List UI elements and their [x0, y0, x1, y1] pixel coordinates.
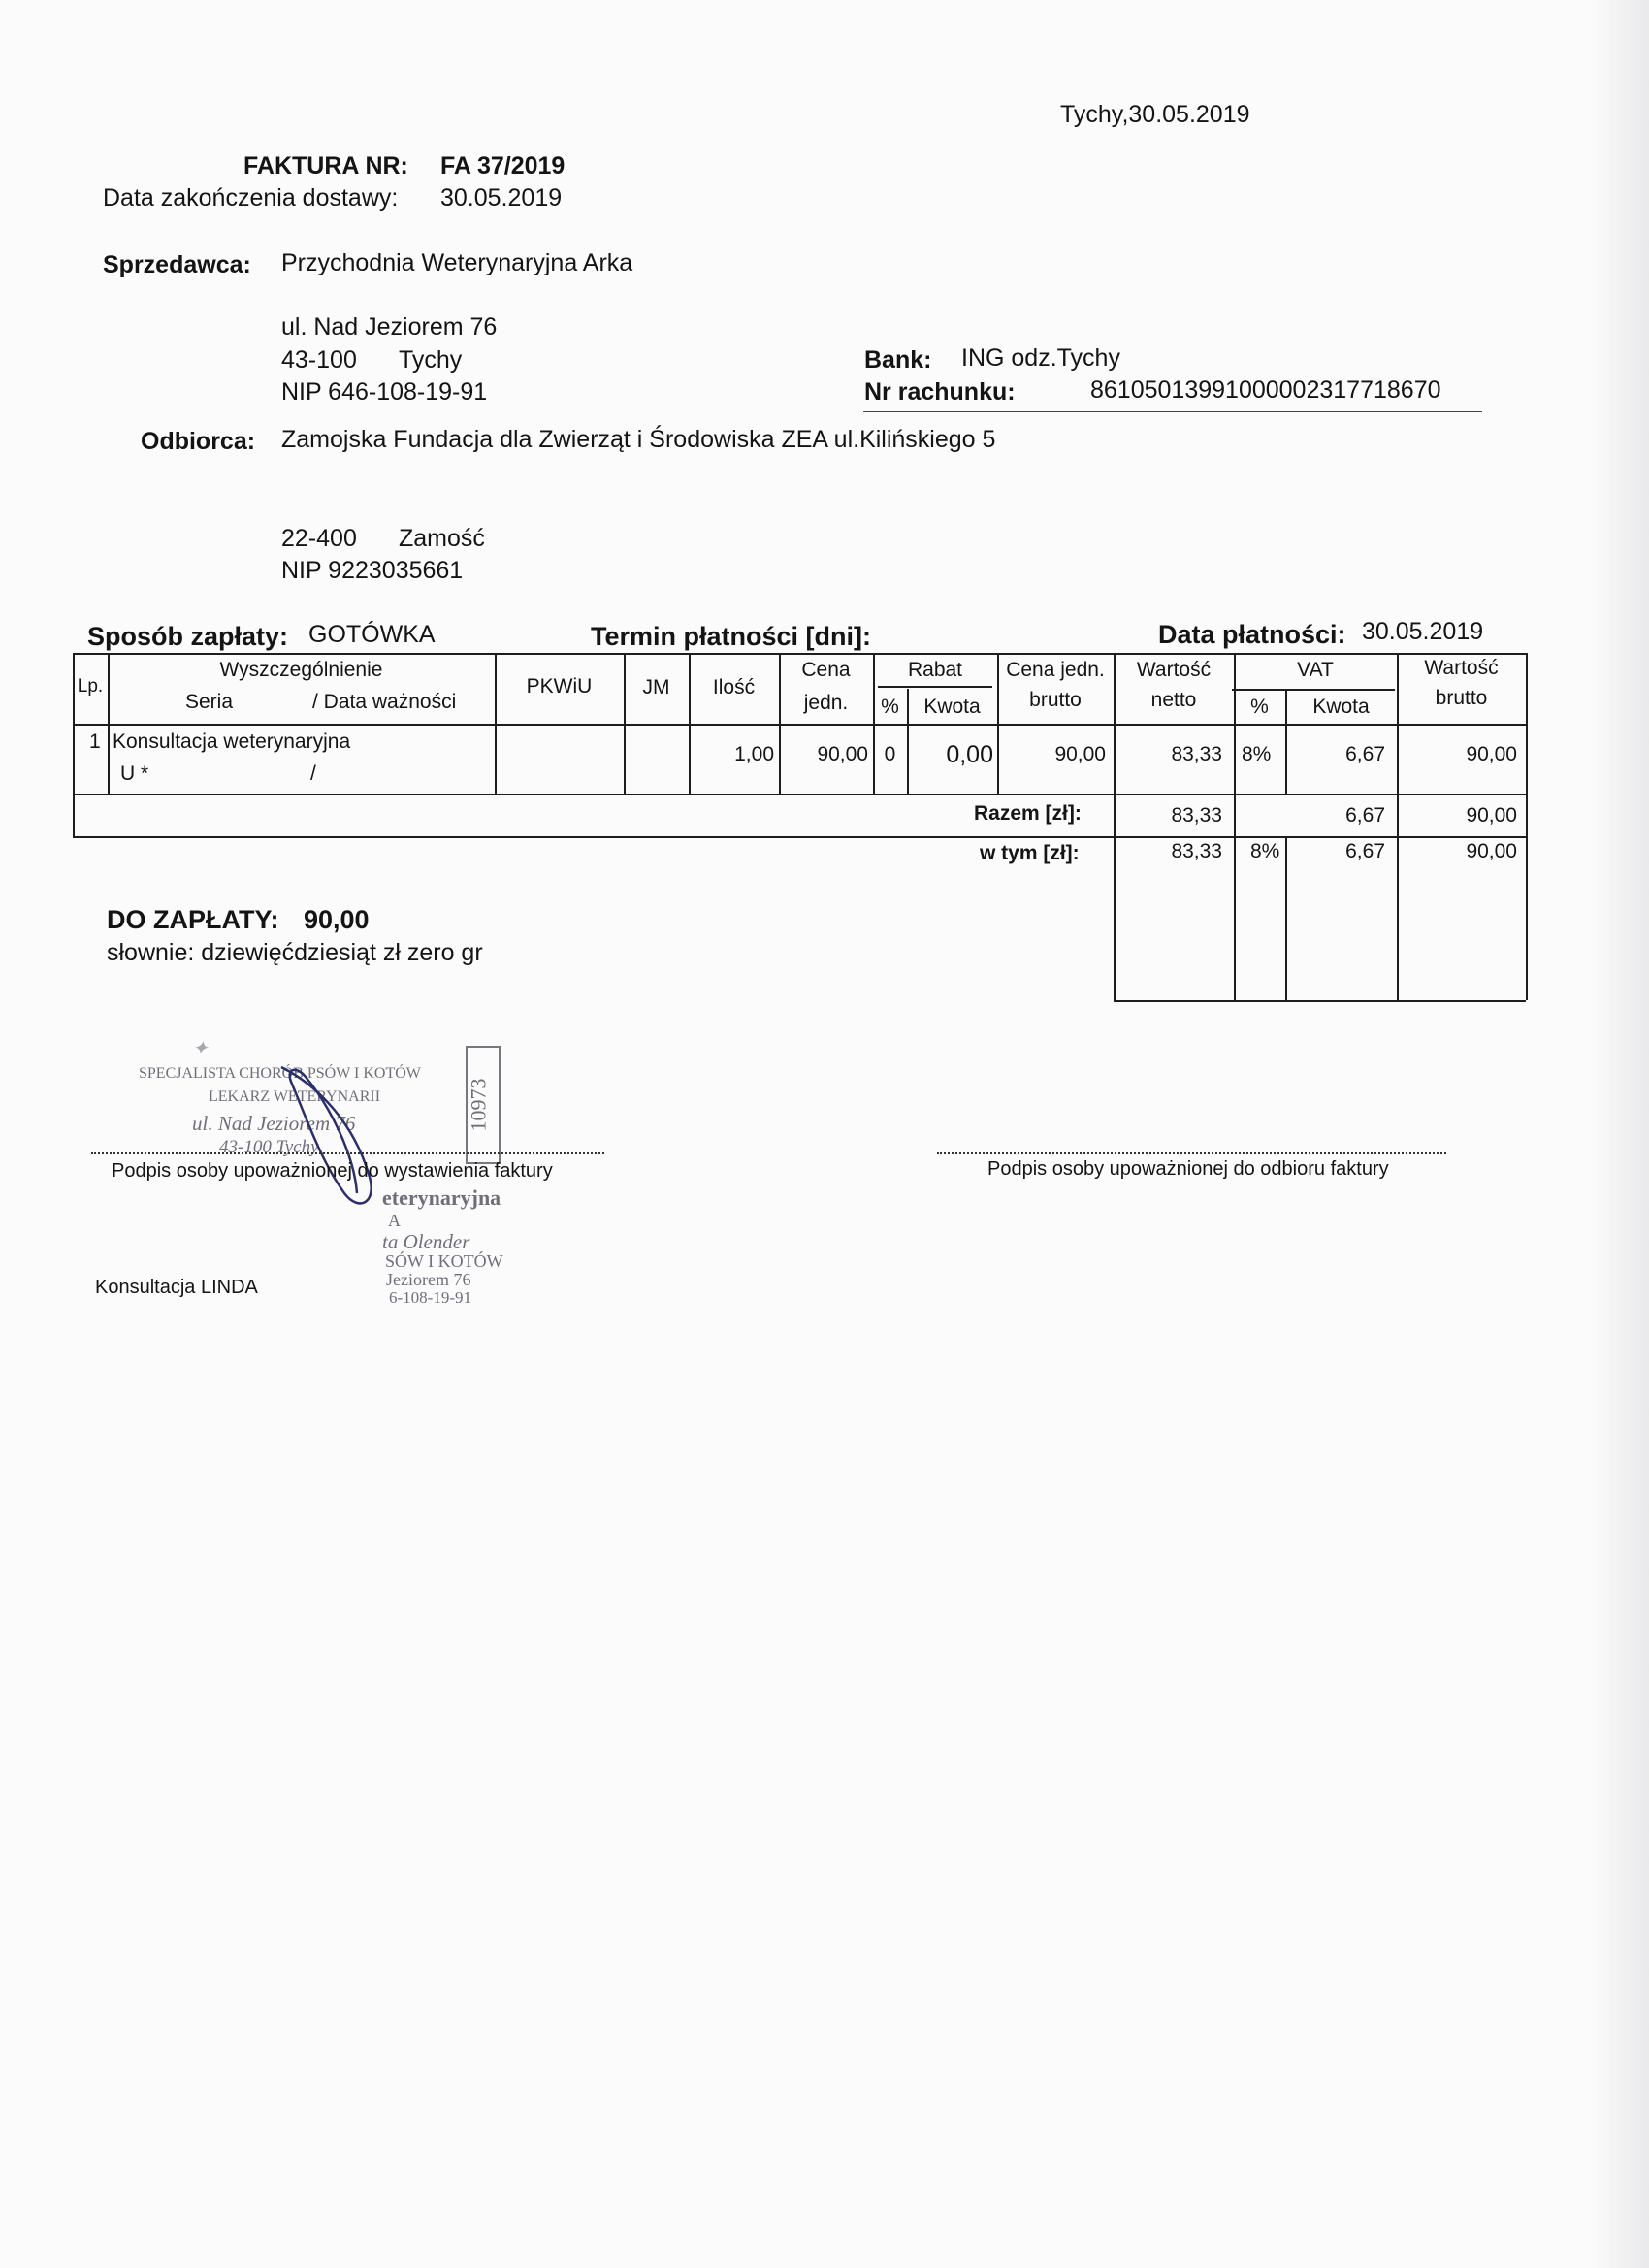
bank-name: ING odz.Tychy — [961, 344, 1120, 372]
row-seria: U * — [120, 762, 149, 785]
handwritten-signature — [262, 1048, 398, 1222]
row-unit-price: 90,00 — [817, 743, 868, 765]
col-description: Wyszczególnienie — [219, 659, 383, 681]
col-net-value-1: Wartość — [1136, 659, 1212, 681]
payment-method-label: Sposób zapłaty: — [87, 622, 289, 651]
row-vat-amount: 6,67 — [1345, 743, 1385, 765]
account-label: Nr rachunku: — [864, 378, 1016, 405]
breakdown-vat: 6,67 — [1345, 840, 1385, 862]
seller-postal: 43-100 — [281, 346, 357, 373]
amount-in-words: słownie: dziewięćdziesiąt zł zero gr — [107, 939, 483, 966]
breakdown-label: w tym [zł]: — [980, 842, 1080, 864]
col-vat-amount: Kwota — [1312, 696, 1370, 718]
issuer-signature-caption: Podpis osoby upoważnionej do wystawienia faktury — [112, 1160, 553, 1182]
row-discount-pct: 0 — [884, 743, 896, 765]
row-quantity: 1,00 — [734, 743, 774, 765]
col-gross-unit-2: brutto — [1029, 689, 1082, 711]
totals-vat: 6,67 — [1345, 804, 1385, 826]
scan-edge-shadow — [1591, 0, 1649, 2268]
col-quantity: Ilość — [712, 676, 756, 698]
bank-label: Bank: — [864, 346, 932, 373]
breakdown-gross: 90,00 — [1466, 840, 1517, 862]
amount-due-value: 90,00 — [304, 905, 370, 934]
issuer-signature-line — [91, 1152, 604, 1154]
account-number: 86105013991000002317718670 — [1090, 376, 1441, 404]
col-seria: Seria — [185, 691, 234, 713]
col-unit-price-1: Cena — [801, 659, 851, 681]
bank-rule — [863, 411, 1482, 412]
buyer-city: Zamość — [399, 525, 485, 552]
delivery-date: 30.05.2019 — [440, 184, 563, 211]
seller-label: Sprzedawca: — [103, 251, 251, 278]
col-discount-amount: Kwota — [923, 696, 981, 718]
col-vat: VAT — [1297, 659, 1334, 681]
seller-street: ul. Nad Jeziorem 76 — [281, 313, 498, 340]
delivery-label: Data zakończenia dostawy: — [103, 184, 399, 211]
col-gross-value-2: brutto — [1435, 687, 1488, 709]
col-vat-pct: % — [1250, 696, 1269, 718]
breakdown-net: 83,33 — [1171, 840, 1222, 862]
col-discount: Rabat — [907, 659, 963, 681]
col-discount-pct: % — [881, 696, 899, 718]
col-pkwiu: PKWiU — [526, 675, 593, 697]
col-gross-value-1: Wartość — [1424, 657, 1499, 679]
row-slash: / — [310, 762, 316, 785]
col-lp: Lp. — [77, 676, 104, 697]
row-vat-pct: 8% — [1242, 743, 1272, 765]
invoice-label: FAKTURA NR: — [243, 152, 408, 179]
receiver-signature-caption: Podpis osoby upoważnionej do odbioru faktury — [987, 1158, 1389, 1180]
row-lp: 1 — [89, 730, 101, 753]
amount-due-label: DO ZAPŁATY: — [107, 905, 279, 934]
seller-city: Tychy — [399, 346, 463, 373]
totals-net: 83,33 — [1171, 804, 1222, 826]
buyer-name: Zamojska Fundacja dla Zwierząt i Środowiska ZEA ul.Kilińskiego 5 — [281, 426, 996, 453]
payment-method: GOTÓWKA — [308, 621, 436, 648]
col-gross-unit-1: Cena jedn. — [1006, 659, 1105, 681]
buyer-nip: NIP 9223035661 — [281, 557, 464, 584]
col-unit-price-2: jedn. — [803, 692, 849, 714]
breakdown-vat-pct: 8% — [1250, 840, 1280, 862]
row-gross-unit: 90,00 — [1054, 743, 1106, 765]
buyer-label: Odbiorca: — [141, 428, 256, 455]
col-jm: JM — [642, 676, 670, 698]
seller-nip: NIP 646-108-19-91 — [281, 378, 488, 405]
receiver-signature-line — [937, 1152, 1446, 1154]
payment-date: 30.05.2019 — [1362, 618, 1484, 645]
payment-date-label: Data płatności: — [1158, 620, 1346, 649]
col-net-value-2: netto — [1150, 689, 1197, 711]
row-discount-amount: 0,00 — [946, 741, 993, 768]
place-date: Tychy,30.05.2019 — [1060, 101, 1250, 128]
col-expiry: / Data ważności — [312, 691, 457, 713]
note: Konsultacja LINDA — [95, 1277, 258, 1298]
totals-gross: 90,00 — [1466, 804, 1517, 826]
row-description: Konsultacja weterynaryjna — [113, 730, 351, 753]
seller-name: Przychodnia Weterynaryjna Arka — [281, 249, 633, 276]
buyer-postal: 22-400 — [281, 525, 357, 552]
row-net-value: 83,33 — [1171, 743, 1222, 765]
invoice-number: FA 37/2019 — [440, 152, 566, 179]
row-gross-value: 90,00 — [1466, 743, 1517, 765]
totals-label: Razem [zł]: — [974, 802, 1082, 825]
payment-term-label: Termin płatności [dni]: — [591, 622, 871, 651]
